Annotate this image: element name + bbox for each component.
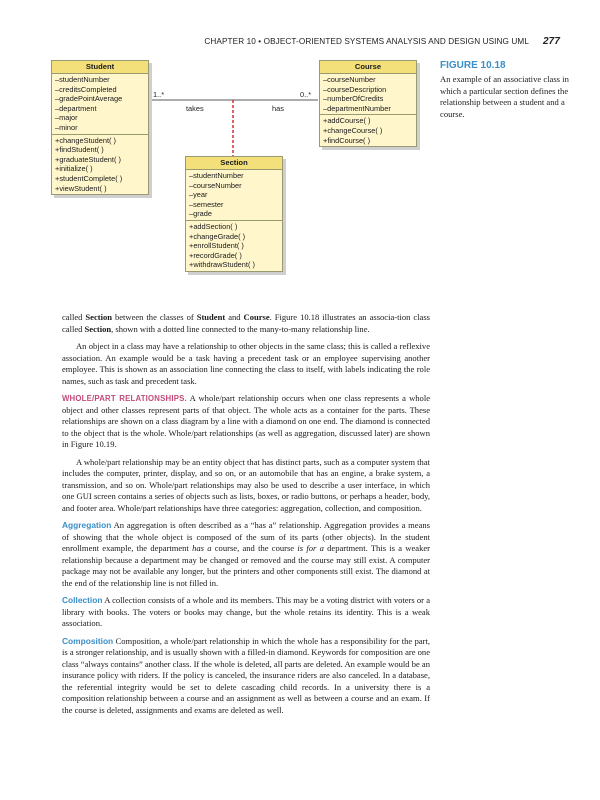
student-class-name: Student <box>52 61 148 74</box>
student-class <box>51 60 149 195</box>
paragraph: Aggregation An aggregation is often described as a “has a” relationship. Aggregation provides a means of showing that the whole object is composed of the sum of its parts (other objects). In the student enrollment example, the department has a course, and the course is for a department. This is a weaker relationship because a department may be changed or removed and the course may still exist. A computer package may not be available any longer, but the printers and other components still exist. The diamond at the end of the relationship line is not filled in. <box>62 520 430 588</box>
paragraph: WHOLE/PART RELATIONSHIPS. A whole/part relationship occurs when one class represents a whole object and other classes represent parts of that object. The whole acts as a container for the parts. These relationships are shown on a class diagram by a line with a diamond on one end. The diamond is connected to the object that is the whole. Whole/part relationships (as well as aggregation, discussed later) are shown in Figure 10.19. <box>62 393 430 449</box>
page-number: 277 <box>543 36 560 47</box>
section-attributes <box>186 170 282 221</box>
method: +graduateStudent( ) <box>55 154 121 164</box>
attribute: –courseNumber <box>323 75 376 84</box>
attribute: –courseDescription <box>323 84 387 94</box>
method: +initialize( ) <box>55 164 93 174</box>
student-attributes <box>52 74 148 135</box>
attribute: –studentNumber <box>55 75 110 84</box>
method: +viewStudent( ) <box>55 183 107 193</box>
section-class-name: Section <box>186 157 282 170</box>
multiplicity-right: 0..* <box>300 90 312 99</box>
section-methods <box>186 221 282 271</box>
attribute: –major <box>55 113 78 123</box>
method: +changeCourse( ) <box>323 125 383 135</box>
method: +addSection( ) <box>189 221 238 231</box>
paragraph: An object in a class may have a relationship to other objects in the same class; this is called a reflexive association. An example would be a task having a precedent task or an employee supervising another employee. This is shown as an association line connecting the class to itself, with labels indicating the role names, such as task and precedent task. <box>62 341 430 386</box>
attribute: –creditsCompleted <box>55 84 117 94</box>
paragraph: Collection A collection consists of a whole and its members. This may be a voting district with voters or a library with books. The voters or books may change, but the whole retains its identity. This is a weak association. <box>62 595 430 628</box>
attribute: –year <box>189 190 208 200</box>
attribute: –department <box>55 103 97 113</box>
method: +findCourse( ) <box>323 135 371 145</box>
paragraph: called Section between the classes of Student and Course. Figure 10.18 illustrates an associa-tion class called Section, shown with a dotted line connected to the many-to-many relationship line. <box>62 312 430 334</box>
paragraph: A whole/part relationship may be an entity object that has distinct parts, such as a computer system that includes the computer, printer, display, and so on, or an automobile that has an engine, a brake system, a transmission, and so on. Whole/part relationships may also be used to describe a user interface, in which one GUI screen contains a series of objects such as lists, boxes, or radio buttons, or perhaps a header, body, and footer area. Whole/part relationships have three categories: aggregation, collection, and composition. <box>62 456 430 513</box>
figure-title: FIGURE 10.18 <box>440 60 506 71</box>
subheading-composition: Composition <box>62 635 114 646</box>
method: +findStudent( ) <box>55 145 104 155</box>
section-class <box>185 156 283 272</box>
figure-caption: An example of an associative class in which a particular section defines the relationship between a student and a course. <box>440 74 569 119</box>
attribute: –numberOfCredits <box>323 94 384 104</box>
method: +withdrawStudent( ) <box>189 260 255 270</box>
course-class-name: Course <box>320 61 416 74</box>
subheading-aggregation: Aggregation <box>62 520 112 530</box>
method: +recordGrade( ) <box>189 250 242 260</box>
attribute: –gradePointAverage <box>55 94 123 104</box>
subheading-collection: Collection <box>62 595 103 605</box>
role-takes: takes <box>186 104 204 113</box>
method: +studentComplete( ) <box>55 173 123 183</box>
attribute: –minor <box>55 122 78 132</box>
method: +changeStudent( ) <box>55 135 117 145</box>
student-methods <box>52 135 148 195</box>
attribute: –semester <box>189 199 224 209</box>
chapter-title: CHAPTER 10 • OBJECT-ORIENTED SYSTEMS ANALYSIS AND DESIGN USING UML <box>204 37 529 46</box>
course-attributes <box>320 74 416 115</box>
multiplicity-left: 1..* <box>153 90 165 99</box>
attribute: –grade <box>189 209 213 219</box>
body-text <box>62 312 430 722</box>
course-methods <box>320 115 416 146</box>
attribute: –studentNumber <box>189 171 244 180</box>
method: +addCourse( ) <box>323 116 371 126</box>
paragraph: Composition Composition, a whole/part relationship in which the whole has a responsibility for the part, is a stronger relationship, and is usually shown with a filled-in diamond. Keywords for composition are one class “always contains” another class. If the whole is deleted, all parts are deleted. An example would be an insurance policy with riders. If the policy is canceled, the insurance riders are also canceled. In a database, the referential integrity would be set to delete cascading child records. In a university there is a composition relationship between a course and an assignment as well as between a course and an exam. If the course is deleted, assignments and exams are deleted as well. <box>62 635 430 715</box>
course-class <box>319 60 417 147</box>
role-has: has <box>272 104 284 113</box>
attribute: –departmentNumber <box>323 103 391 113</box>
method: +enrollStudent( ) <box>189 241 244 251</box>
attribute: –courseNumber <box>189 180 242 190</box>
method: +changeGrade( ) <box>189 231 246 241</box>
section-heading: WHOLE/PART RELATIONSHIPS. <box>62 394 187 403</box>
